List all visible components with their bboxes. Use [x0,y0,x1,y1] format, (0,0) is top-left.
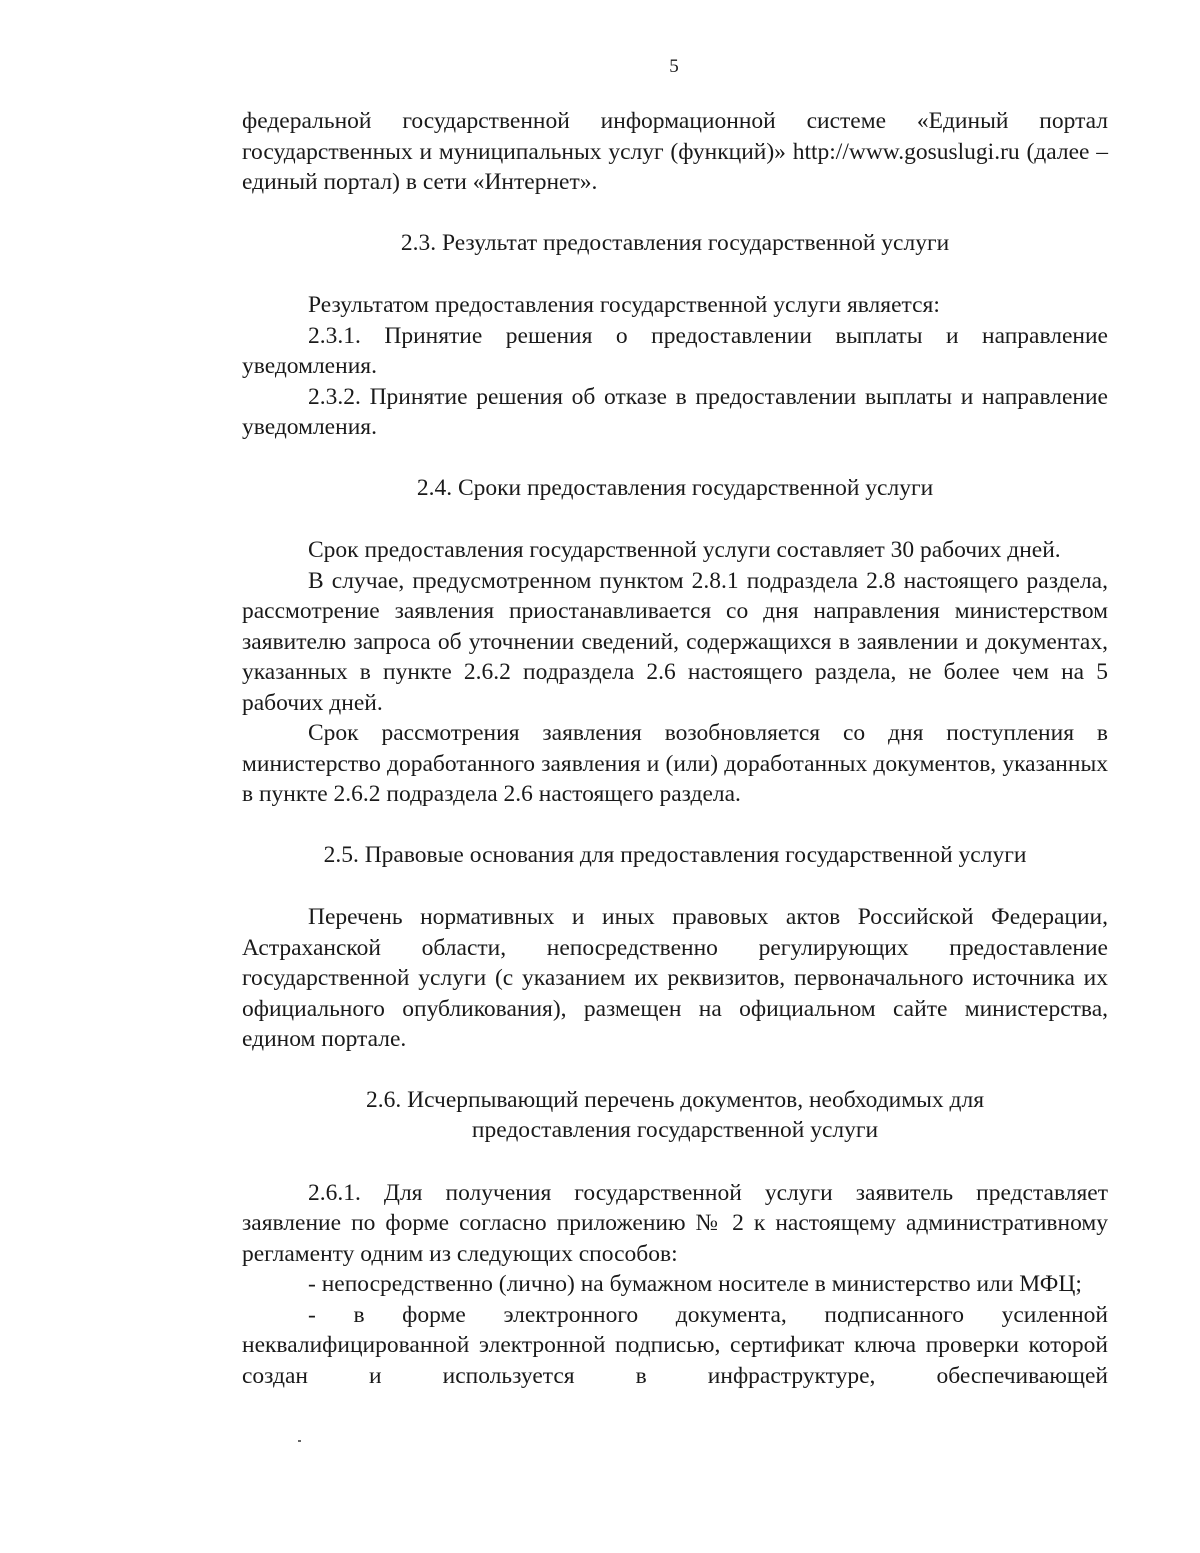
section-2-5-paragraph-1: Перечень нормативных и иных правовых актов Российской Федерации, Астраханской области, непосредственно регулирующих предоставление государственной услуги (с указанием их реквизитов, первоначального источника их официального опубликования), размещен на официальном сайте министерства, едином портале. [242,904,1108,1052]
section-2-3-lead: Результатом предоставления государственной услуги является: [308,292,940,318]
section-heading-2-6 [242,1085,1108,1146]
section-2-6-bullet-2: - в форме электронного документа, подписанного усиленной неквалифицированной электронной подписью, сертификат ключа проверки которой создан и используется в инфраструктуре, обеспечивающей [242,1301,1108,1389]
section-heading-2-6-line-1: 2.6. Исчерпывающий перечень документов, необходимых для [365,1086,985,1113]
section-heading-2-4: 2.4. Сроки предоставления государственной услуги [416,474,934,501]
section-2-4-paragraph-2: В случае, предусмотренном пунктом 2.8.1 подраздела 2.8 настоящего раздела, рассмотрение заявления приостанавливается со дня направления министерством заявителю запроса об уточнении сведений, содержащихся в заявлении и документах, указанных в пункте 2.6.2 подраздела 2.6 настоящего раздела, не более чем на 5 рабочих дней. [242,567,1108,716]
section-heading-2-3: 2.3. Результат предоставления государственной услуги [400,229,950,256]
scan-speck [298,1440,301,1442]
section-heading-2-5: 2.5. Правовые основания для предоставления государственной услуги [323,841,1027,868]
section-2-3-item-1: 2.3.1. Принятие решения о предоставлении выплаты и направление уведомления. [242,322,1108,379]
section-2-6-paragraph-1: 2.6.1. Для получения государственной услуги заявитель представляет заявление по форме согласно приложению № 2 к настоящему административному регламенту одним из следующих способов: [242,1179,1108,1267]
section-2-4-paragraph-3: Срок рассмотрения заявления возобновляется со дня поступления в министерство доработанного заявления и (или) доработанных документов, указанных в пункте 2.6.2 подраздела 2.6 настоящего раздела. [242,720,1108,807]
section-heading-2-6-line-2: предоставления государственной услуги [471,1117,879,1143]
intro-paragraph: федеральной государственной информационной системе «Единый портал государственных и муниципальных услуг (функций)» http://www.gosuslugi.ru (далее – единый портал) в сети «Интернет». [242,108,1108,195]
section-2-3-item-2: 2.3.2. Принятие решения об отказе в предоставлении выплаты и направление уведомления. [242,383,1108,440]
section-2-4-paragraph-1: Срок предоставления государственной услуги составляет 30 рабочих дней. [308,537,1061,563]
document-body [242,106,1108,1391]
page-number: 5 [669,56,679,77]
section-2-6-bullet-1: - непосредственно (лично) на бумажном носителе в министерство или МФЦ; [308,1271,1082,1297]
